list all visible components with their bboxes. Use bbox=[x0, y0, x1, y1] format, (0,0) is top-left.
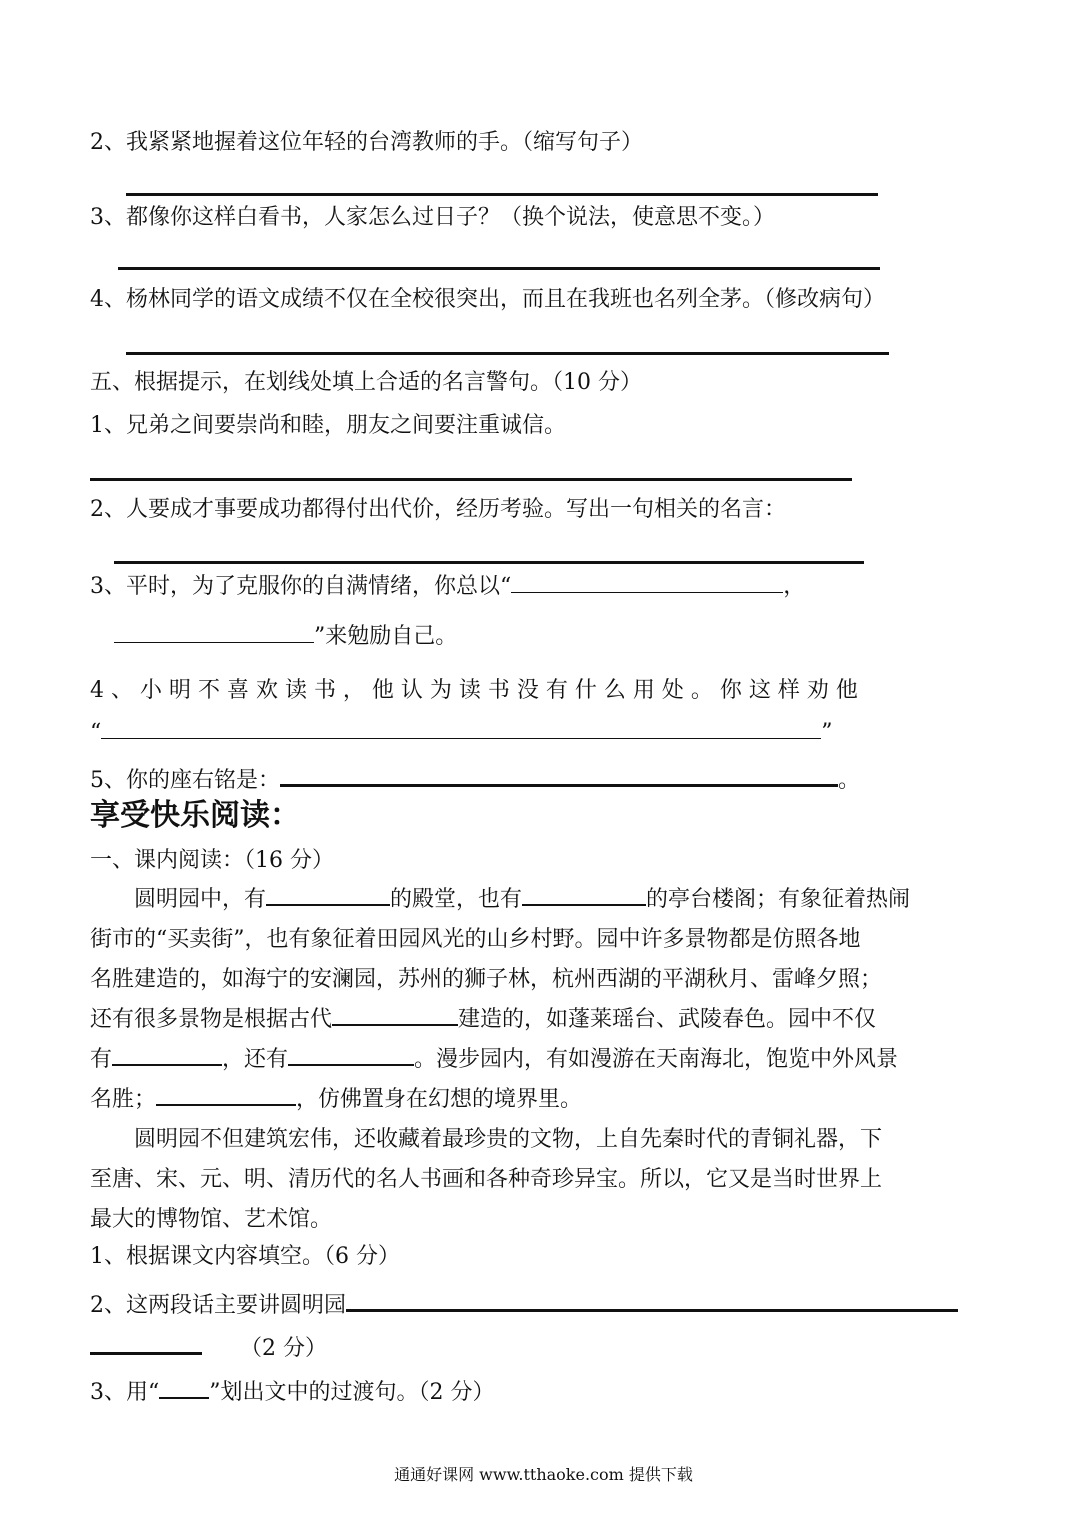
section-5-question-1: 1、兄弟之间要崇尚和睦，朋友之间要注重诚信。 bbox=[90, 413, 566, 438]
passage-text: ，还有 bbox=[222, 1047, 289, 1072]
reading-question-2 bbox=[90, 1287, 958, 1321]
question-2-condense: 2、我紧紧地握着这位年轻的台湾教师的手。（缩写句子） bbox=[90, 130, 643, 155]
question-4-fix-sentence: 4、杨林同学的语文成绩不仅在全校很突出，而且在我班也名列全茅。（修改病句） bbox=[90, 287, 885, 312]
passage-line: 名胜建造的，如海宁的安澜园，苏州的狮子林，杭州西湖的平湖秋月、雷峰夕照； bbox=[90, 967, 883, 992]
passage-blank-3 bbox=[332, 1002, 458, 1026]
s5-q3-comma: ， bbox=[783, 574, 806, 599]
s5-q5-end: 。 bbox=[838, 768, 861, 793]
passage-text: 圆明园中，有 bbox=[134, 887, 267, 912]
passage-text: ，仿佛置身在幻想的境界里。 bbox=[296, 1087, 583, 1112]
answer-line-q4 bbox=[126, 352, 889, 355]
reading-q3-blank bbox=[159, 1375, 209, 1399]
s5-q5-label: 5、你的座右铭是： bbox=[90, 768, 280, 793]
reading-q2-text: 2、这两段话主要讲圆明园 bbox=[90, 1293, 346, 1318]
reading-q2-blank bbox=[346, 1287, 958, 1312]
answer-line-s5-q2 bbox=[114, 561, 864, 564]
s5-q4-blank bbox=[101, 716, 821, 739]
passage-line bbox=[90, 1000, 990, 1040]
reading-question-3 bbox=[90, 1375, 495, 1408]
passage-blank-2 bbox=[522, 882, 646, 906]
s5-q3-suffix: ”来勉励自己。 bbox=[314, 624, 458, 649]
passage-blank-4 bbox=[112, 1042, 222, 1066]
s5-q3-blank-1 bbox=[511, 570, 783, 593]
passage-line: 至唐、宋、元、明、清历代的名人书画和各种奇珍异宝。所以，它又是当时世界上 bbox=[90, 1167, 883, 1192]
page-footer: 通通好课网 www.tthaoke.com 提供下载 bbox=[394, 1465, 693, 1484]
question-3-rephrase: 3、都像你这样白看书，人家怎么过日子？（换个说法，使意思不变。） bbox=[90, 205, 775, 230]
answer-line-q3 bbox=[118, 267, 880, 270]
section-5-question-4-cont bbox=[90, 716, 833, 748]
reading-question-1: 1、根据课文内容填空。（6 分） bbox=[90, 1244, 400, 1269]
passage-blank-5 bbox=[288, 1042, 414, 1066]
passage-line: 最大的博物馆、艺术馆。 bbox=[90, 1207, 333, 1232]
section-5-title: 五、根据提示，在划线处填上合适的名言警句。（10 分） bbox=[90, 370, 642, 395]
s5-q4-close-quote: ” bbox=[821, 720, 833, 745]
section-5-question-3 bbox=[90, 570, 805, 602]
reading-q3-suffix: ”划出文中的过渡句。（2 分） bbox=[209, 1380, 495, 1405]
reading-part-1-title: 一、课内阅读：（16 分） bbox=[90, 848, 334, 873]
reading-q3-prefix: 3、用“ bbox=[90, 1380, 160, 1405]
passage-text: 的亭台楼阁；有象征着热闹 bbox=[646, 887, 911, 912]
reading-passage bbox=[90, 880, 990, 1240]
reading-q2-score: （2 分） bbox=[240, 1336, 327, 1361]
passage-blank-6 bbox=[156, 1082, 296, 1106]
reading-q2-blank-2 bbox=[90, 1330, 202, 1355]
passage-text: 建造的，如蓬莱瑶台、武陵春色。园中不仅 bbox=[458, 1007, 877, 1032]
passage-line: 街市的“买卖街”，也有象征着田园风光的山乡村野。园中许多景物都是仿照各地 bbox=[90, 927, 861, 952]
reading-question-2-cont bbox=[90, 1330, 327, 1364]
answer-line-q2 bbox=[126, 193, 878, 196]
passage-line bbox=[90, 1040, 990, 1080]
section-5-question-4: 4 、 小 明 不 喜 欢 读 书 ， 他 认 为 读 书 没 有 什 么 用 处 。 你 这 样 劝 他 bbox=[90, 678, 858, 703]
s5-q4-open-quote: “ bbox=[90, 720, 102, 745]
passage-line: 圆明园不但建筑宏伟，还收藏着最珍贵的文物，上自先秦时代的青铜礼器，下 bbox=[134, 1127, 883, 1152]
passage-blank-1 bbox=[266, 882, 390, 906]
s5-q5-blank bbox=[280, 762, 838, 787]
passage-text: 的殿堂，也有 bbox=[390, 887, 523, 912]
s5-q3-blank-2 bbox=[114, 620, 314, 643]
passage-text: 。漫步园内，有如漫游在天南海北，饱览中外风景 bbox=[414, 1047, 899, 1072]
passage-line bbox=[90, 1080, 990, 1120]
reading-heading: 享受快乐阅读： bbox=[90, 798, 300, 833]
section-5-question-2: 2、人要成才事要成功都得付出代价，经历考验。写出一句相关的名言： bbox=[90, 497, 786, 522]
passage-line bbox=[90, 880, 990, 920]
passage-text: 有 bbox=[90, 1047, 113, 1072]
passage-text: 还有很多景物是根据古代 bbox=[90, 1007, 333, 1032]
section-5-question-3-cont bbox=[114, 620, 457, 652]
answer-line-s5-q1 bbox=[90, 478, 852, 481]
section-5-question-5 bbox=[90, 762, 860, 796]
passage-text: 名胜； bbox=[90, 1087, 157, 1112]
s5-q3-prefix: 3、平时，为了克服你的自满情绪，你总以“ bbox=[90, 574, 512, 599]
